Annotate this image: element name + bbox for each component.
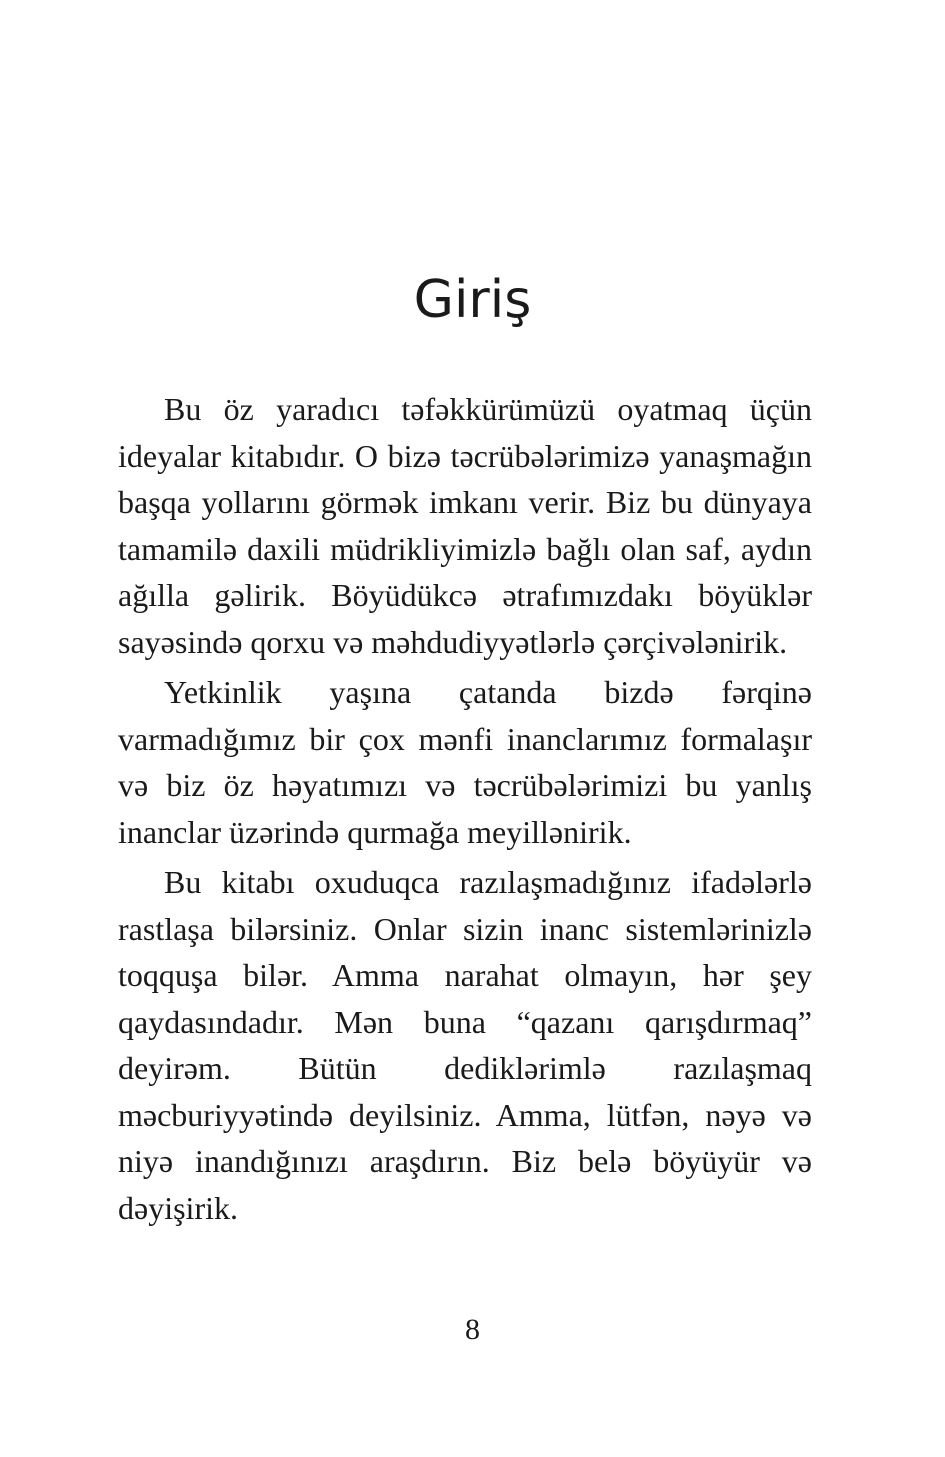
chapter-body [118,386,812,1235]
chapter-title: Giriş [413,270,532,330]
paragraph: Bu kitabı oxuduqca razılaşmadığınız ifadələrlə rastlaşa bilərsiniz. Onlar sizin inanc sistemlərinizlə toqquşa bilər. Amma narahat olmayın, hər şey qaydasındadır. Mən buna “qazanı qarışdırmaq” deyirəm. Bütün dediklərimlə razılaşmaq məcburiyyətində deyilsiniz. Amma, lütfən, nəyə və niyə inandığınızı araşdırın. Biz belə böyüyür və dəyişirik. [118,864,812,1226]
paragraph: Yetkinlik yaşına çatanda bizdə fərqinə varmadığımız bir çox mənfi inanclarımız formalaşır və biz öz həyatımızı və təcrübələrimizi bu yanlış inanclar üzərində qurmağa meyillənirik. [118,674,812,850]
paragraph: Bu öz yaradıcı təfəkkürümüzü oyatmaq üçün ideyalar kitabıdır. O bizə təcrübələrimizə yanaşmağın başqa yollarını görmək imkanı verir. Biz bu dünyaya tamamilə daxili müdrikliyimizlə bağlı olan saf, aydın ağılla gəlirik. Böyüdükcə ətrafımızdakı böyüklər sayəsində qorxu və məhdudiyyətlərlə çərçivələnirik. [118,391,812,660]
page-number: 8 [465,1313,480,1346]
